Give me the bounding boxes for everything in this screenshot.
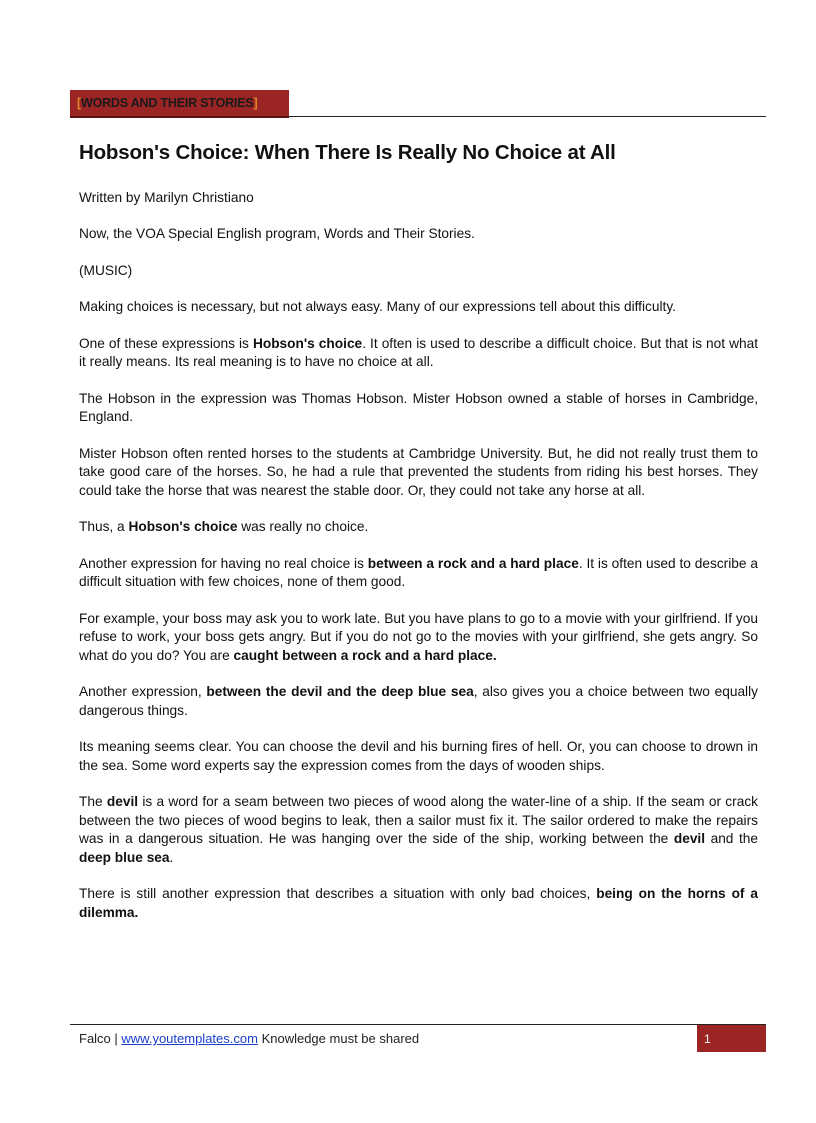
document-body: [79, 140, 758, 940]
text-run: Written by Marilyn Christiano: [79, 189, 254, 205]
text-run: Another expression,: [79, 684, 207, 700]
paragraph: [79, 683, 758, 720]
text-run: Thus, a: [79, 519, 129, 535]
footer-text: [79, 1031, 419, 1046]
footer-rule: [70, 1024, 766, 1025]
text-run: The: [79, 794, 107, 810]
bold-text: being on the horns of a dilemma.: [79, 886, 758, 920]
paragraph: [79, 225, 758, 244]
paragraph: [79, 885, 758, 922]
text-run: is a word for a seam between two pieces of wood along the water-line of a ship. If the seam or crack between the two pieces of wood begins to leak, then a sailor must fix it. The sailor ordered to make the repairs was in a dangerous situation. He was hanging over the side of the ship, working between the: [79, 794, 759, 847]
bold-text: deep blue sea: [79, 849, 170, 865]
paragraphs: [79, 189, 758, 923]
bold-text: between a rock and a hard place: [367, 555, 579, 571]
paragraph: [79, 518, 758, 537]
paragraph: [79, 793, 758, 867]
paragraph: [79, 610, 758, 666]
paragraph: [79, 390, 758, 427]
bold-text: caught between a rock and a hard place.: [233, 647, 497, 663]
header-underline: [70, 116, 289, 118]
text-run: Now, the VOA Special English program, Words and Their Stories.: [79, 226, 475, 242]
bold-text: between the devil and the deep blue sea: [206, 684, 474, 700]
paragraph: [79, 445, 758, 501]
text-run: . It often is used to describe a difficult choice. But that is not what it really means. Its real meaning is to have no choice at all.: [79, 335, 758, 370]
text-run: Making choices is necessary, but not always easy. Many of our expressions tell about this difficulty.: [79, 299, 676, 315]
text-run: .: [169, 849, 174, 865]
page-number: 1: [697, 1025, 766, 1052]
text-run: For example, your boss may ask you to work late. But you have plans to go to a movie with your girlfriend. If you refuse to work, your boss gets angry. But if you do not go to the movies with your girlfriend, she gets angry. So what do you do? You are: [79, 610, 758, 663]
section-label-text: WORDS AND THEIR STORIES: [80, 96, 254, 110]
text-run: Its meaning seems clear. You can choose the devil and his burning fires of hell. Or, you can choose to drown in the sea. Some word experts say the expression comes from the days of wooden ships.: [79, 739, 758, 773]
footer-tagline: Knowledge must be shared: [257, 1031, 420, 1046]
text-run: , also gives you a choice between two equally dangerous things.: [79, 684, 758, 718]
paragraph: [79, 555, 758, 592]
text-run: Another expression for having no real choice is: [79, 555, 368, 571]
text-run: (MUSIC): [79, 262, 133, 278]
paragraph: [79, 262, 758, 281]
bold-text: devil: [673, 831, 706, 847]
text-run: There is still another expression that describes a situation with only bad choices,: [79, 886, 597, 902]
bold-text: devil: [106, 794, 139, 810]
bold-text: Hobson's choice: [128, 519, 238, 535]
section-label: [70, 90, 289, 116]
page-title: Hobson's Choice: When There Is Really No Choice at All: [79, 141, 616, 164]
footer-author: Falco |: [79, 1031, 122, 1046]
bold-text: Hobson's choice: [252, 335, 363, 351]
text-run: The Hobson in the expression was Thomas Hobson. Mister Hobson owned a stable of horses in Cambridge, England.: [79, 390, 758, 425]
paragraph: [79, 738, 758, 775]
close-bracket: ]: [253, 96, 258, 110]
header-rule: [289, 116, 766, 117]
footer-link[interactable]: www.youtemplates.com: [121, 1031, 258, 1046]
paragraph: [79, 335, 758, 372]
text-run: and the: [705, 831, 758, 847]
text-run: . It is often used to describe a difficult situation with few choices, none of them good.: [79, 555, 758, 590]
text-run: was really no choice.: [237, 519, 369, 535]
open-bracket: [: [77, 96, 81, 110]
paragraph: [79, 298, 758, 317]
paragraph: [79, 189, 758, 208]
text-run: One of these expressions is: [79, 335, 253, 351]
header-bar: [70, 90, 766, 118]
text-run: Mister Hobson often rented horses to the students at Cambridge University. But, he did not really trust them to take good care of the horses. So, he had a rule that prevented the students from riding his best horses. They could take the horse that was nearest the stable door. Or, they could not take any horse at all.: [79, 445, 758, 498]
